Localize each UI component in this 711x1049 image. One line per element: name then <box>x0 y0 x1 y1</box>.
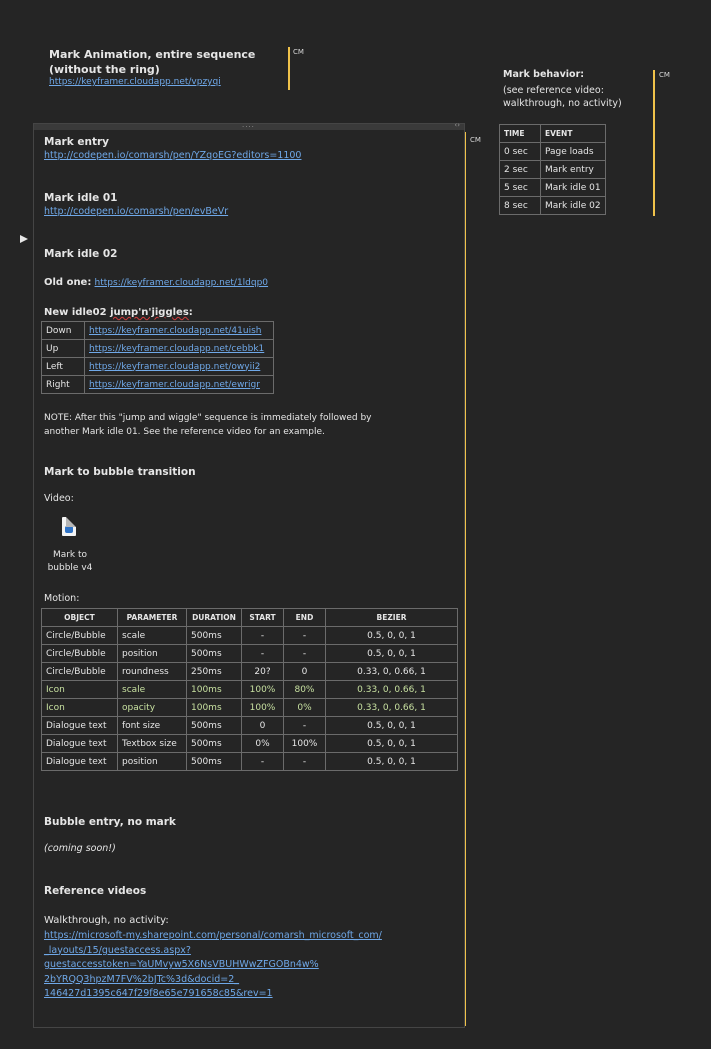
bezier-cell: 0.5, 0, 0, 1 <box>326 717 458 735</box>
bezier-cell: 0.33, 0, 0.66, 1 <box>326 681 458 699</box>
mark-idle02-heading: Mark idle 02 <box>44 248 118 260</box>
object-cell: Dialogue text <box>42 717 118 735</box>
video-file-badge <box>65 526 73 533</box>
duration-cell: 500ms <box>187 627 242 645</box>
behavior-title: Mark behavior: <box>503 69 585 80</box>
bezier-cell: 0.33, 0, 0.66, 1 <box>326 699 458 717</box>
start-cell: 100% <box>242 699 284 717</box>
table-header: START <box>242 609 284 627</box>
start-cell: 100% <box>242 681 284 699</box>
reference-link-line[interactable]: _layouts/15/guestaccess.aspx? <box>44 944 191 956</box>
start-cell: - <box>242 645 284 663</box>
direction-cell: Right <box>42 376 85 394</box>
mark-entry-heading: Mark entry <box>44 136 109 148</box>
video-file-name[interactable] <box>44 549 96 575</box>
behavior-table <box>499 124 606 215</box>
end-cell: - <box>284 717 326 735</box>
reference-link[interactable] <box>44 929 382 1002</box>
sequence-title <box>49 47 255 77</box>
direction-link[interactable]: https://keyframer.cloudapp.net/cebbk1 <box>89 343 265 354</box>
comment-tag[interactable]: CM <box>470 136 481 144</box>
duration-cell: 100ms <box>187 699 242 717</box>
event-cell: Mark idle 01 <box>541 179 606 197</box>
table-row <box>500 143 606 161</box>
time-cell: 0 sec <box>500 143 541 161</box>
table-header-row <box>500 125 606 143</box>
transition-heading: Mark to bubble transition <box>44 466 196 478</box>
object-cell: Circle/Bubble <box>42 645 118 663</box>
reference-link-line[interactable]: guestaccesstoken=YaUMvyw5X6NsVBUHWwZFGOBn4w% <box>44 959 319 970</box>
table-row <box>42 663 458 681</box>
container-drag-bar[interactable] <box>34 121 464 130</box>
object-cell: Icon <box>42 699 118 717</box>
video-label: Video: <box>44 493 74 504</box>
parameter-cell: roundness <box>118 663 187 681</box>
table-header: PARAMETER <box>118 609 187 627</box>
video-file-name-line2: bubble v4 <box>47 563 93 573</box>
behavior-note-line2: walkthrough, no activity) <box>503 98 622 109</box>
table-header: END <box>284 609 326 627</box>
end-cell: - <box>284 627 326 645</box>
behavior-note-line1: (see reference video: <box>503 85 604 96</box>
table-header: EVENT <box>541 125 606 143</box>
motion-table <box>41 608 458 771</box>
table-row <box>500 179 606 197</box>
old-one-link[interactable]: https://keyframer.cloudapp.net/1ldqp0 <box>94 278 269 288</box>
table-header: BEZIER <box>326 609 458 627</box>
paragraph-marker-icon[interactable] <box>20 235 28 243</box>
table-row <box>42 645 458 663</box>
duration-cell: 500ms <box>187 753 242 771</box>
object-cell: Dialogue text <box>42 753 118 771</box>
mark-entry-link[interactable]: http://codepen.io/comarsh/pen/YZqoEG?editors=1100 <box>44 150 302 161</box>
end-cell: 80% <box>284 681 326 699</box>
event-cell: Page loads <box>541 143 606 161</box>
direction-cell: Left <box>42 358 85 376</box>
table-row <box>42 753 458 771</box>
end-cell: 0% <box>284 699 326 717</box>
sequence-title-line2: (without the ring) <box>49 63 160 76</box>
parameter-cell: opacity <box>118 699 187 717</box>
bezier-cell: 0.5, 0, 0, 1 <box>326 627 458 645</box>
jiggle-note-line1: NOTE: After this "jump and wiggle" sequence is immediately followed by <box>44 413 372 423</box>
table-row <box>42 322 274 340</box>
end-cell: - <box>284 645 326 663</box>
table-row <box>42 735 458 753</box>
motion-label: Motion: <box>44 593 80 604</box>
direction-link[interactable]: https://keyframer.cloudapp.net/ewrigr <box>89 379 260 390</box>
duration-cell: 250ms <box>187 663 242 681</box>
table-row <box>500 197 606 215</box>
parameter-cell: position <box>118 645 187 663</box>
start-cell: 20? <box>242 663 284 681</box>
comment-tag[interactable]: CM <box>659 71 670 79</box>
time-cell: 5 sec <box>500 179 541 197</box>
parameter-cell: font size <box>118 717 187 735</box>
bubble-entry-heading: Bubble entry, no mark <box>44 816 176 828</box>
table-row <box>42 376 274 394</box>
duration-cell: 500ms <box>187 645 242 663</box>
spellcheck-word[interactable]: jump'n'jiggles <box>110 307 189 318</box>
direction-link[interactable]: https://keyframer.cloudapp.net/owyii2 <box>89 361 261 372</box>
table-header: OBJECT <box>42 609 118 627</box>
end-cell: - <box>284 753 326 771</box>
jiggle-links-table <box>41 321 274 394</box>
event-cell: Mark entry <box>541 161 606 179</box>
drag-grip-icon[interactable]: .... <box>242 121 255 129</box>
start-cell: - <box>242 753 284 771</box>
table-row <box>42 627 458 645</box>
comment-marker-line <box>653 70 655 216</box>
object-cell: Dialogue text <box>42 735 118 753</box>
time-cell: 2 sec <box>500 161 541 179</box>
bezier-cell: 0.5, 0, 0, 1 <box>326 753 458 771</box>
comment-marker-line <box>288 47 290 90</box>
bubble-entry-status: (coming soon!) <box>44 843 116 854</box>
jiggle-note <box>44 411 371 439</box>
table-row <box>42 340 274 358</box>
video-file-name-line1: Mark to <box>52 550 88 560</box>
start-cell: - <box>242 627 284 645</box>
end-cell: 0 <box>284 663 326 681</box>
table-row <box>42 699 458 717</box>
direction-cell: Down <box>42 322 85 340</box>
parameter-cell: scale <box>118 681 187 699</box>
event-cell: Mark idle 02 <box>541 197 606 215</box>
table-header-row <box>42 609 458 627</box>
table-row <box>42 358 274 376</box>
new-idle02-heading-colon: : <box>188 307 193 318</box>
new-idle02-heading <box>44 307 193 318</box>
end-cell: 100% <box>284 735 326 753</box>
table-row <box>42 681 458 699</box>
sequence-link[interactable]: https://keyframer.cloudapp.net/vpzyqi <box>49 77 221 87</box>
object-cell: Circle/Bubble <box>42 663 118 681</box>
table-header: DURATION <box>187 609 242 627</box>
new-idle02-heading-text: New idle02 <box>44 307 111 318</box>
direction-link[interactable]: https://keyframer.cloudapp.net/41uish <box>89 325 262 336</box>
expand-icon[interactable]: ‹› <box>454 121 460 129</box>
table-header: TIME <box>500 125 541 143</box>
parameter-cell: position <box>118 753 187 771</box>
sequence-title-line1: Mark Animation, entire sequence <box>49 48 256 61</box>
object-cell: Icon <box>42 681 118 699</box>
video-file-icon[interactable] <box>62 517 76 536</box>
bezier-cell: 0.5, 0, 0, 1 <box>326 645 458 663</box>
start-cell: 0% <box>242 735 284 753</box>
old-one-label: Old one: <box>44 277 92 288</box>
mark-idle01-heading: Mark idle 01 <box>44 192 118 204</box>
reference-link-line[interactable]: https://microsoft-my.sharepoint.com/personal/comarsh_microsoft_com/ <box>44 930 382 941</box>
reference-link-line[interactable]: 146427d1395c647f29f8e65e791658c85&rev=1 <box>44 988 273 999</box>
reference-label: Walkthrough, no activity: <box>44 915 169 926</box>
duration-cell: 100ms <box>187 681 242 699</box>
reference-heading: Reference videos <box>44 885 147 897</box>
bezier-cell: 0.5, 0, 0, 1 <box>326 735 458 753</box>
duration-cell: 500ms <box>187 735 242 753</box>
jiggle-note-line2: another Mark idle 01. See the reference video for an example. <box>44 427 325 437</box>
parameter-cell: scale <box>118 627 187 645</box>
mark-idle01-link[interactable]: http://codepen.io/comarsh/pen/evBeVr <box>44 206 229 217</box>
duration-cell: 500ms <box>187 717 242 735</box>
table-row <box>42 717 458 735</box>
old-one-line <box>44 277 268 288</box>
object-cell: Circle/Bubble <box>42 627 118 645</box>
time-cell: 8 sec <box>500 197 541 215</box>
parameter-cell: Textbox size <box>118 735 187 753</box>
table-row <box>500 161 606 179</box>
comment-tag[interactable]: CM <box>293 48 304 56</box>
start-cell: 0 <box>242 717 284 735</box>
reference-link-line[interactable]: 2bYRQQ3hpzM7FV%2bJTc%3d&docid=2_ <box>44 973 240 985</box>
bezier-cell: 0.33, 0, 0.66, 1 <box>326 663 458 681</box>
behavior-note <box>503 84 622 110</box>
direction-cell: Up <box>42 340 85 358</box>
